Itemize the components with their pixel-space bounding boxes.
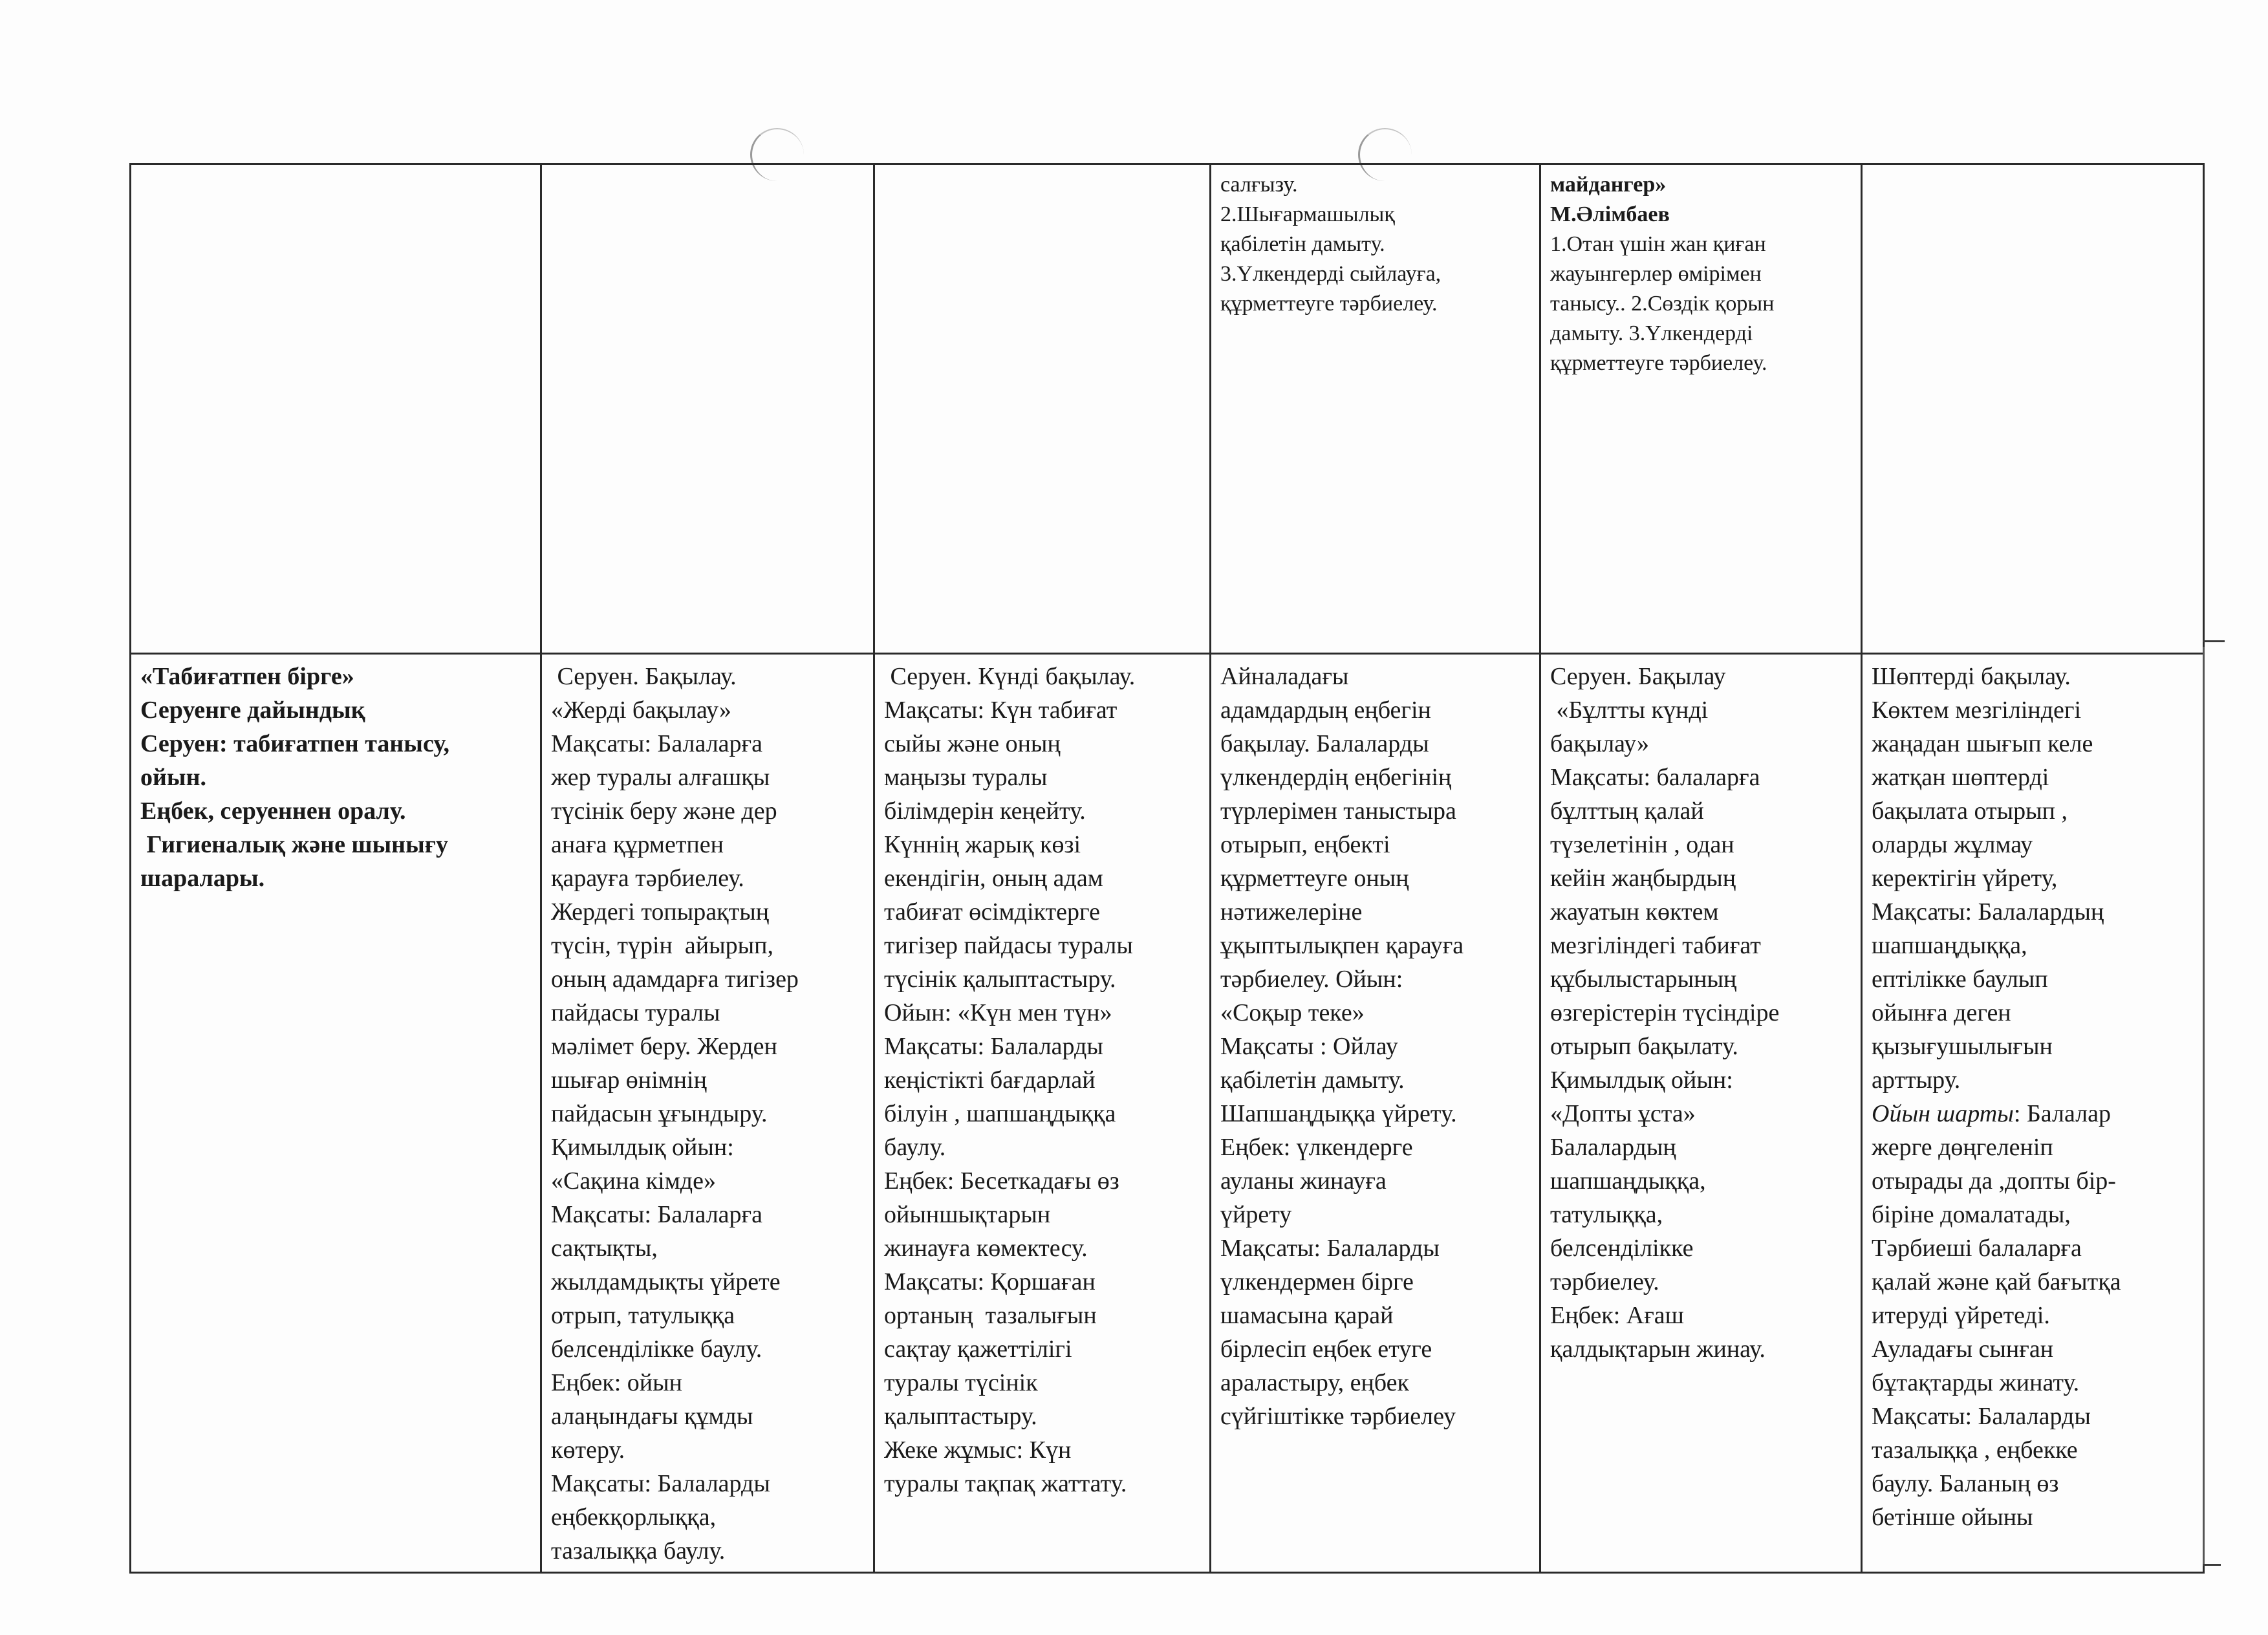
table-cell-walk-label [131,654,541,1573]
cell-text-line: шамасына қарай [1220,1302,1394,1329]
cell-text-line: алаңындағы құмды [551,1403,753,1430]
cell-text-line: Шөптерді бақылау. [1872,663,2071,690]
cell-text-line: бетінше ойыны [1872,1504,2033,1531]
cell-text-line: қалдықтарын жинау. [1550,1336,1766,1363]
cell-text-line: бұлттың қалай [1550,797,1704,825]
table-cell-mon-walk [541,654,874,1573]
cell-text-line: қалай және қай бағытқа [1872,1268,2121,1295]
cell-text-line: М.Әлімбаев [1550,202,1670,226]
cell-text-line: қалыптастыру. [884,1403,1037,1430]
cell-text-line: мезгіліндегі табиғат [1550,932,1761,959]
cell-text-line: Шапшаңдыққа үйрету. [1220,1100,1457,1127]
cell-text-line: кейін жаңбырдың [1550,865,1736,892]
cell-text-line: түсінік беру және дер [551,797,777,825]
cell-text-line: шапшаңдыққа, [1550,1167,1706,1195]
table-row-walk [131,654,2204,1573]
cell-text-line: Айналадағы [1220,663,1349,690]
cell-text-line: Мақсаты: Қоршаған [884,1268,1096,1295]
cell-text-line: Балалардың [1550,1134,1676,1161]
scan-edge-line [2203,1564,2221,1566]
cell-text-line: ойынға деген [1872,999,2011,1026]
cell-text-tail: : Балалар [2013,1100,2111,1127]
cell-text-line: құрметтеуге оның [1220,865,1409,892]
cell-text-line: Еңбек: Бесеткадағы өз [884,1167,1119,1195]
cell-text-line: үйрету [1220,1201,1292,1228]
cell-text-line: танысу.. 2.Сөздік қорын [1550,292,1775,316]
cell-text-line: Мақсаты: Күн табиғат [884,697,1118,724]
cell-text-line: тәрбиелеу. [1550,1268,1659,1295]
cell-text-line: салғызу. [1220,173,1298,197]
cell-text-line: 1.Отан үшін жан қиған [1550,232,1766,256]
walk-label-line: Еңбек, серуеннен оралу. [140,797,406,825]
cell-text-line: ауланы жинауға [1220,1167,1387,1195]
cell-text-line: татулыққа, [1550,1201,1663,1228]
cell-text-line: бақылау» [1550,730,1650,757]
scan-edge-line [2203,640,2225,642]
cell-text-line: түсін, түрін айырып, [551,932,773,959]
cell-text-line: жинауға көмектесу. [884,1235,1088,1262]
cell-text-line: Мақсаты: Балаларды [1872,1403,2091,1430]
cell-text-line: қабілетін дамыту. [1220,1067,1405,1094]
cell-text-line: Еңбек: үлкендерге [1220,1134,1413,1161]
cell-text-line: Серуен. Күнді бақылау. [884,663,1136,690]
cell-text-line: жылдамдықты үйрете [551,1268,781,1295]
table-cell-fri-walk [1862,654,2204,1573]
cell-text-line: отрып, татулыққа [551,1302,735,1329]
cell-text-line: түзелетінін , одан [1550,831,1734,858]
cell-text-line: «Бұлтты күнді [1550,697,1709,724]
table-cell-wed-walk [1211,654,1540,1573]
walk-label-line: шаралары. [140,865,265,892]
cell-text-line: Еңбек: ойын [551,1369,682,1396]
cell-text-line: тигізер пайдасы туралы [884,932,1133,959]
cell-text-line: кеңістікті бағдарлай [884,1067,1096,1094]
cell-text-line: біріне домалатады, [1872,1201,2071,1228]
cell-text-line: Мақсаты: Балаларға [551,730,762,757]
cell-text-line: Еңбек: Ағаш [1550,1302,1684,1329]
cell-text-line: бақылата отырып , [1872,797,2068,825]
cell-text-line: мәлімет беру. Жерден [551,1033,777,1060]
cell-text-line: жерге дөңгеленіп [1872,1134,2053,1161]
cell-text-line: Жердегі топырақтың [551,898,770,926]
cell-text-line: ойыншықтарын [884,1201,1051,1228]
cell-text-line: үлкендермен бірге [1220,1268,1414,1295]
cell-text-line: араластыру, еңбек [1220,1369,1409,1396]
cell-text-line: «Сақина кімде» [551,1167,716,1195]
cell-text-line: ортаның тазалығын [884,1302,1097,1329]
cell-text-line: Серуен. Бақылау [1550,663,1726,690]
cell-text-line: Мақсаты: балаларға [1550,764,1760,791]
table-cell-wed-top [1211,164,1540,654]
cell-text-line: білуін , шапшаңдыққа [884,1100,1116,1127]
cell-text-line: бұтақтарды жинату. [1872,1369,2080,1396]
cell-text-line: қарауға тәрбиелеу. [551,865,744,892]
scan-edge-line [2203,647,2205,1564]
cell-text-line: түрлерімен таныстыра [1220,797,1456,825]
cell-text-line: нәтижелеріне [1220,898,1363,926]
cell-text-line: Көктем мезгіліндегі [1872,697,2082,724]
cell-text-line: шапшаңдыққа, [1872,932,2027,959]
cell-text-line: үлкендердің еңбегінің [1220,764,1452,791]
cell-text-line: өзгерістерін түсіндіре [1550,999,1780,1026]
cell-text-line: жатқан шөптерді [1872,764,2049,791]
cell-text-line: сақтықты, [551,1235,658,1262]
cell-text-line: бақылау. Балаларды [1220,730,1429,757]
cell-text-line: Мақсаты: Балаларды [1220,1235,1440,1262]
cell-text-line: білімдерін кеңейту. [884,797,1086,825]
cell-text-line: арттыру. [1872,1067,1961,1094]
cell-text-line: екендігін, оның адам [884,865,1103,892]
cell-text-line: Мақсаты : Ойлау [1220,1033,1398,1060]
cell-text-line [1872,1097,2194,1131]
cell-text-line: белсенділікке [1550,1235,1694,1262]
cell-text-line: Тәрбиеші балаларға [1872,1235,2082,1262]
cell-text-line: «Допты ұста» [1550,1100,1696,1127]
cell-text-line: туралы тақпақ жаттату. [884,1470,1127,1497]
cell-text-line: Ойын: «Күн мен түн» [884,999,1112,1026]
cell-text-line: сүйгіштікке тәрбиелеу [1220,1403,1456,1430]
cell-text-line: Ауладағы сынған [1872,1336,2054,1363]
cell-text-line: жауынгерлер өмірімен [1550,262,1762,286]
cell-text-line: бірлесіп еңбек етуге [1220,1336,1432,1363]
table-cell-fri-top [1862,164,2204,654]
walk-label-line: «Табиғатпен бірге» [140,663,354,690]
cell-text-line: Мақсаты: Балаларды [551,1470,770,1497]
cell-text-line: құрметтеуге тәрбиелеу. [1550,351,1767,375]
table-cell-thu-walk [1540,654,1862,1573]
cell-text-line: тазалыққа баулу. [551,1537,726,1565]
walk-label-line: ойын. [140,764,206,791]
cell-text-line: отырады да ,допты бір- [1872,1167,2116,1195]
walk-label-line: Гигиеналық және шынығу [140,831,449,858]
cell-text-line: 2.Шығармашылық [1220,202,1395,226]
table-cell-tue-walk [874,654,1211,1573]
cell-text-line: пайдасы туралы [551,999,720,1026]
cell-text-italic: Ойын шарты [1872,1100,2014,1127]
cell-text-line: еңбекқорлыққа, [551,1504,717,1531]
cell-text-line: Мақсаты: Балаларды [884,1033,1103,1060]
walk-label-line: Серуенге дайындық [140,697,365,724]
cell-text-line: ұқыптылықпен қарауға [1220,932,1464,959]
cell-text-line: 3.Үлкендерді сыйлауға, [1220,262,1442,286]
cell-text-line: жауатын көктем [1550,898,1719,926]
cell-text-line: белсенділікке баулу. [551,1336,762,1363]
table-cell-label-top [131,164,541,654]
cell-text-line: маңызы туралы [884,764,1048,791]
cell-text-line: Мақсаты: Балаларға [551,1201,762,1228]
cell-text-line: тазалыққа , еңбекке [1872,1436,2078,1464]
cell-text-line: отырып бақылату. [1550,1033,1738,1060]
cell-text-line: адамдардың еңбегін [1220,697,1431,724]
cell-text-line: керектігін үйрету, [1872,865,2058,892]
cell-text-line: Мақсаты: Балалардың [1872,898,2104,926]
cell-text-line: жаңадан шығып келе [1872,730,2093,757]
cell-text-line: пайдасын ұғындыру. [551,1100,768,1127]
cell-text-line: Күннің жарық көзі [884,831,1081,858]
cell-text-line: түсінік қалыптастыру. [884,966,1116,993]
cell-text-line: құбылыстарының [1550,966,1737,993]
cell-text-line: оларды жұлмау [1872,831,2033,858]
cell-text-line: Жеке жұмыс: Күн [884,1436,1072,1464]
plan-table [129,163,2205,1574]
cell-text-line: анаға құрметпен [551,831,724,858]
cell-text-line: «Жерді бақылау» [551,697,731,724]
cell-text-line: көтеру. [551,1436,625,1464]
cell-text-line: құрметтеуге тәрбиелеу. [1220,292,1438,316]
cell-text-line: отырып, еңбекті [1220,831,1390,858]
cell-text-line: ептілікке баулып [1872,966,2048,993]
cell-text-line: дамыту. 3.Үлкендерді [1550,321,1753,345]
table-cell-mon-top [541,164,874,654]
cell-text-line: туралы түсінік [884,1369,1038,1396]
cell-text-line: қабілетін дамыту. [1220,232,1385,256]
cell-text-line: Қимылдық ойын: [551,1134,734,1161]
cell-text-line: сыйы және оның [884,730,1061,757]
cell-text-line: табиғат өсімдіктерге [884,898,1100,926]
cell-text-line: майдангер» [1550,173,1667,197]
cell-text-line: жер туралы алғашқы [551,764,770,791]
cell-text-line: итеруді үйретеді. [1872,1302,2050,1329]
table-cell-thu-top [1540,164,1862,654]
cell-text-line: Серуен. Бақылау. [551,663,737,690]
table-row-top [131,164,2204,654]
walk-label-line: Серуен: табиғатпен танысу, [140,730,450,757]
cell-text-line: сақтау қажеттілігі [884,1336,1072,1363]
cell-text-line: баулу. Баланың өз [1872,1470,2059,1497]
table-cell-tue-top [874,164,1211,654]
cell-text-line: шығар өнімнің [551,1067,707,1094]
cell-text-line: тәрбиелеу. Ойын: [1220,966,1403,993]
cell-text-line: қызығушылығын [1872,1033,2053,1060]
cell-text-line: Қимылдық ойын: [1550,1067,1733,1094]
cell-text-line: оның адамдарға тигізер [551,966,799,993]
cell-text-line: баулу. [884,1134,946,1161]
cell-text-line: «Соқыр теке» [1220,999,1365,1026]
